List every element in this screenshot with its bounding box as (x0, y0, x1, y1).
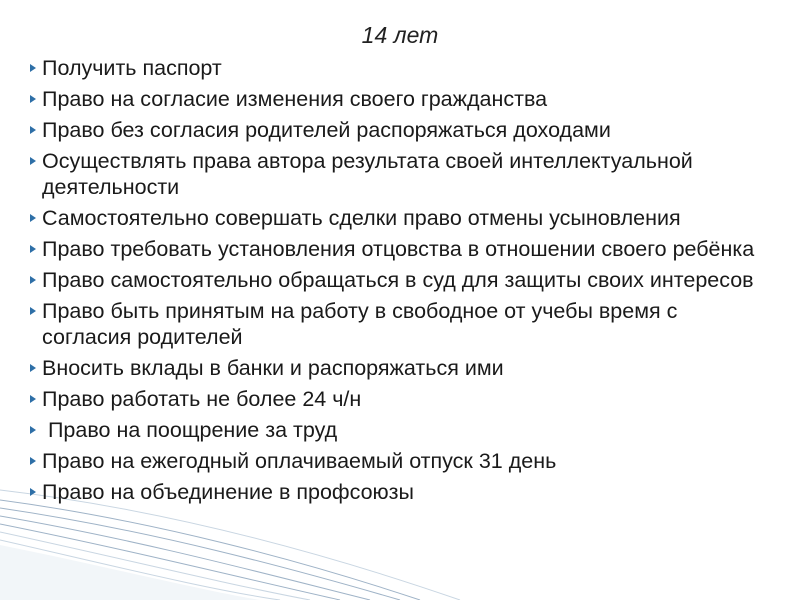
list-item-text: Право на согласие изменения своего гражданства (42, 87, 548, 111)
triangle-bullet-icon (30, 307, 36, 315)
list-item (30, 298, 770, 350)
list-item (30, 205, 770, 231)
list-item (30, 55, 770, 81)
list-item (30, 355, 770, 381)
list-item (30, 417, 770, 443)
triangle-bullet-icon (30, 276, 36, 284)
triangle-bullet-icon (30, 157, 36, 165)
list-item-text: Право работать не более 24 ч/н (42, 387, 362, 411)
list-item (30, 479, 770, 505)
rights-list (30, 55, 770, 510)
list-item (30, 236, 770, 262)
slide-title: 14 лет (361, 22, 439, 48)
list-item-text: Получить паспорт (42, 56, 222, 80)
list-item (30, 386, 770, 412)
list-item-text: Право без согласия родителей распоряжаться доходами (42, 118, 611, 142)
triangle-bullet-icon (30, 426, 36, 434)
triangle-bullet-icon (30, 95, 36, 103)
list-item-text: Право самостоятельно обращаться в суд для защиты своих интересов (42, 268, 754, 292)
triangle-bullet-icon (30, 395, 36, 403)
list-item (30, 267, 770, 293)
list-item-text: Право на ежегодный оплачиваемый отпуск 31 день (42, 449, 557, 473)
triangle-bullet-icon (30, 64, 36, 72)
list-item-text: Вносить вклады в банки и распоряжаться ими (42, 356, 504, 380)
triangle-bullet-icon (30, 457, 36, 465)
list-item (30, 448, 770, 474)
triangle-bullet-icon (30, 126, 36, 134)
triangle-bullet-icon (30, 245, 36, 253)
list-item (30, 148, 770, 200)
triangle-bullet-icon (30, 364, 36, 372)
triangle-bullet-icon (30, 488, 36, 496)
triangle-bullet-icon (30, 214, 36, 222)
list-item (30, 117, 770, 143)
list-item (30, 86, 770, 112)
list-item-text: Осуществлять права автора результата своей интеллектуальной деятельности (42, 149, 693, 199)
list-item-text: Право на поощрение за труд (42, 418, 338, 442)
list-item-text: Право быть принятым на работу в свободное от учебы время с согласия родителей (42, 299, 678, 349)
list-item-text: Право требовать установления отцовства в отношении своего ребёнка (42, 237, 755, 261)
list-item-text: Право на объединение в профсоюзы (42, 480, 414, 504)
list-item-text: Самостоятельно совершать сделки право отмены усыновления (42, 206, 681, 230)
